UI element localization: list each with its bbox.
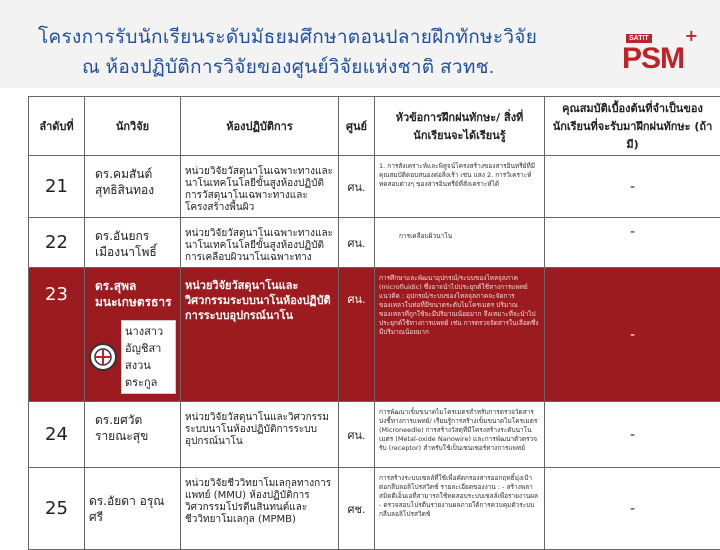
row-center: ศน. bbox=[339, 402, 375, 468]
table-row bbox=[29, 218, 720, 268]
row-topic: การศึกษาและพัฒนาอุปกรณ์/ระบบของไหลจุลภาค (microfluidic) ซึ่งอาจนำไปประยุกต์ใช้ทางการแพทย์ แนวคิด : อุปกรณ์/ระบบของไหลจุลภาคจะจัดการของเหลวในท่อที่มีขนาดระดับไมโครเมตร ปริมาณของเหลวที่ถูกใช้จะมีปริมาณน้อยมาก จึงเหมาะที่จะนำไปประยุกต์ใช้ทางการแพทย์ เช่น การตรวจจัดสารในเลือดซึ่งมีปริมาณน้อยมาก bbox=[375, 268, 545, 402]
student-tag bbox=[89, 320, 176, 394]
row-no: 21 bbox=[29, 156, 85, 218]
row-researcher bbox=[85, 402, 181, 468]
row-basic: - bbox=[545, 156, 720, 218]
researcher-surname: มนะเกษตรธาร bbox=[95, 294, 176, 310]
row-researcher bbox=[85, 268, 181, 402]
researcher-name: ดร.อันยกร bbox=[95, 228, 176, 244]
student-name: นางสาวอัญชิสา bbox=[125, 323, 172, 357]
row-researcher bbox=[85, 468, 181, 550]
row-no: 23 bbox=[29, 268, 85, 402]
researcher-name: ดร.คมสันต์ bbox=[95, 166, 176, 182]
researcher-name: ดร.สุพล bbox=[95, 278, 176, 294]
col-header-center: ศูนย์ bbox=[339, 97, 375, 156]
researcher-name: ดร.ยศวัต bbox=[95, 412, 176, 428]
col-header-researcher: นักวิจัย bbox=[85, 97, 181, 156]
psm-logo bbox=[620, 34, 696, 78]
row-topic: 1. การสังเคราะห์และพิสูจน์โครงสร้างของสารอินทรีย์ที่มีคุณสมบัติตอบสนองต่อสิ่งเร้า เช่น แสง 2. การวิเคราะห์ทดสอบต่างๆ ของสารอินทรีย์ที่สังเคราะห์ได้ bbox=[375, 156, 545, 218]
row-no: 25 bbox=[29, 468, 85, 550]
col-header-topic: หัวข้อการฝึกฝนทักษะ/ สิ่งที่นักเรียนจะได้เรียนรู้ bbox=[375, 97, 545, 156]
researcher-surname: สุทธิสินทอง bbox=[95, 182, 176, 198]
logo-satit-text: SATIT bbox=[626, 34, 652, 43]
row-lab: หน่วยวิจัยวัสดุนาโนและวิศวกรรมระบบนาโนห้องปฏิบัติการระบบอุปกรณ์นาโน bbox=[181, 402, 339, 468]
logo-plus-icon: + bbox=[685, 26, 698, 45]
row-lab: หน่วยวิจัยวัสดุนาโนเฉพาะทางและนาโนเทคโนโลยีขั้นสูงห้องปฏิบัติการเคลือบผิวนาโนเฉพาะทาง bbox=[181, 218, 339, 268]
row-center: ศน. bbox=[339, 268, 375, 402]
table-row bbox=[29, 468, 720, 550]
researcher-surname: เมืองนาโพธิ์ bbox=[95, 244, 176, 260]
researcher-name: ดร.อัยดา อรุณศรี bbox=[89, 493, 176, 525]
row-topic: การพัฒนาเข็มขนาดไมโครเมตรสำหรับการตรวจวัดสารบ่งชี้ทางการแพทย์/ เรียนรู้การสร้างเข็มขนาดไมโครเมตร (Microneedle) การสร้างวัสดุที่มีโครงสร้างระดับนาโนเมตร (Metal-oxide Nanowire) และการพัฒนาตัวตรวจรับ (receptor) สำหรับใช้เป็นเซนเซอร์ทางการแพทย์ bbox=[375, 402, 545, 468]
row-center: ศน. bbox=[339, 156, 375, 218]
col-header-no: ลำดับที่ bbox=[29, 97, 85, 156]
table-row-highlighted bbox=[29, 268, 720, 402]
table-row bbox=[29, 402, 720, 468]
student-glyph-icon bbox=[94, 348, 112, 366]
logo-psm-text: PSM bbox=[622, 42, 684, 76]
row-lab: หน่วยวิจัยวัสดุนาโนและวิศวกรรมระบบนาโนห้องปฏิบัติการระบบอุปกรณ์นาโน bbox=[181, 268, 339, 402]
program-table bbox=[28, 96, 720, 550]
row-center: ศน. bbox=[339, 218, 375, 268]
col-header-basic: คุณสมบัติเบื้องต้นที่จำเป็นของนักเรียนที่จะรับมาฝึกฝนทักษะ (ถ้ามี) bbox=[545, 97, 720, 156]
row-researcher bbox=[85, 218, 181, 268]
student-icon bbox=[89, 343, 117, 371]
row-researcher bbox=[85, 156, 181, 218]
row-basic: - bbox=[545, 468, 720, 550]
table-header-row bbox=[29, 97, 720, 156]
page-title-line1: โครงการรับนักเรียนระดับมัธยมศึกษาตอนปลายฝึกทักษะวิจัย bbox=[38, 22, 537, 52]
page-title-line2: ณ ห้องปฏิบัติการวิจัยของศูนย์วิจัยแห่งชาติ สวทช. bbox=[82, 52, 494, 82]
row-lab: หน่วยวิจัยวัสดุนาโนเฉพาะทางและนาโนเทคโนโลยีขั้นสูงห้องปฏิบัติการวัสดุนาโนเฉพาะทางและโครงสร้างพื้นผิว bbox=[181, 156, 339, 218]
row-no: 22 bbox=[29, 218, 85, 268]
row-basic: - bbox=[545, 268, 720, 402]
row-topic: การเคลือบผิวนาโน bbox=[375, 218, 545, 268]
row-basic: - bbox=[545, 402, 720, 468]
row-center: ศช. bbox=[339, 468, 375, 550]
row-no: 24 bbox=[29, 402, 85, 468]
col-header-lab: ห้องปฏิบัติการ bbox=[181, 97, 339, 156]
student-surname: สงวนตระกูล bbox=[125, 357, 172, 391]
student-name-box bbox=[121, 320, 176, 394]
row-lab: หน่วยวิจัยชีววิทยาโมเลกุลทางการแพทย์ (MMU) ห้องปฏิบัติการวิศวกรรมโปรตีนสินทนต์และชีววิทยาโมเลกุล (MPMB) bbox=[181, 468, 339, 550]
row-basic: - bbox=[545, 218, 720, 268]
researcher-surname: รายณะสุข bbox=[95, 428, 176, 444]
table-row bbox=[29, 156, 720, 218]
row-topic: การสร้างระบบเซลล์ที่ใช้เพื่อคัดกรองสารออกฤทธิ์มุ่งเป้าต่อกลีบลอลิโปรสวิตช์ รายละเอียดของงาน : - สร้างพลาสมิดดีเอ็นเอที่สามารถใช้ทดสอบระบบเซลล์เพื่อรายงานผล - ตรวจสอบโปรตีนรายงานผลภายใต้การควบคุมตัวระบบกลีบลอลิโปรสวิตช์ bbox=[375, 468, 545, 550]
